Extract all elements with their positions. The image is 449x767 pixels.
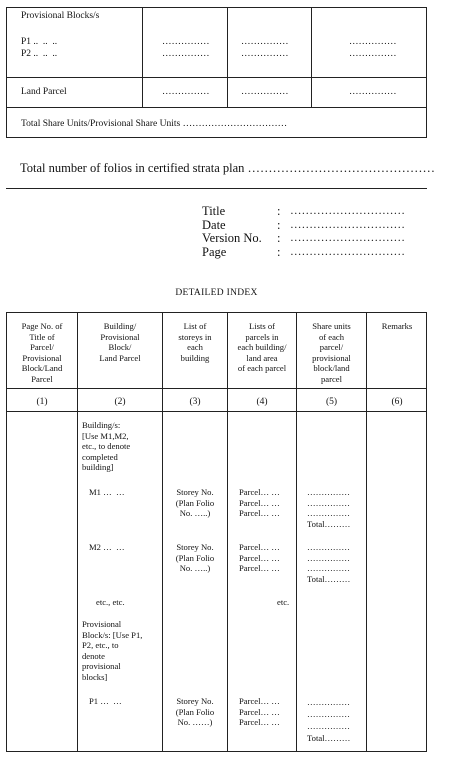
column-number: (3) (189, 397, 201, 407)
etc-parcels: etc. (277, 597, 290, 607)
index-col-divider (162, 312, 163, 752)
meta-page-colon: : (277, 245, 281, 259)
index-row-divider (6, 388, 427, 389)
meta-title-label: Title (202, 204, 226, 218)
parcel-list-m1: Parcel… … Parcel… … Parcel… … (239, 487, 280, 518)
p1-label: P1 .. .. .. (21, 37, 58, 47)
share-list-p1: …………… …………… …………… Total……… (307, 697, 351, 743)
meta-title-colon: : (277, 204, 281, 218)
index-col-divider (77, 312, 78, 752)
column-header-page-no: Page No. of Title of Parcel/ Provisional Block/Land Parcel (21, 321, 63, 384)
detailed-index-title: DETAILED INDEX (175, 288, 258, 298)
parcel-list-m2: Parcel… … Parcel… … Parcel… … (239, 542, 280, 573)
dotted-entry: …………… (162, 37, 210, 47)
total-share-units-line: Total Share Units/Provisional Share Units …………………………… (21, 119, 288, 129)
summary-row-divider (6, 77, 427, 78)
column-header-share-units: Share units of each parcel/ provisional block/land parcel (312, 321, 351, 384)
meta-date-colon: : (277, 218, 281, 232)
storey-list-m2: Storey No. (Plan Folio No. …..) (175, 542, 215, 573)
column-header-storeys: List of storeys in each building (178, 321, 212, 363)
total-folios-line: Total number of folios in certified strata plan ……………………………………… (20, 161, 436, 175)
column-number: (2) (114, 397, 126, 407)
land-parcel-label: Land Parcel (21, 87, 67, 97)
buildings-note: Building/s: [Use M1,M2, etc., to denote completed building] (82, 420, 131, 472)
provisional-blocks-note: Provisional Block/s: [Use P1, P2, etc., to denote provisional blocks] (82, 619, 143, 682)
index-col-divider (227, 312, 228, 752)
column-header-parcels: Lists of parcels in each building/ land area of each parcel (237, 321, 287, 373)
meta-date-label: Date (202, 218, 226, 232)
summary-col-divider (311, 7, 312, 107)
building-m2-label: M2 … … (89, 542, 125, 552)
meta-version-value: ………………………… (290, 232, 405, 244)
column-header-remarks: Remarks (381, 321, 413, 331)
dotted-entry: …………… (241, 87, 289, 97)
share-list-m2: …………… …………… …………… Total……… (307, 542, 351, 584)
section-divider (6, 188, 427, 189)
dotted-entry: …………… (241, 49, 289, 59)
column-number: (5) (325, 397, 338, 407)
provisional-blocks-label: Provisional Blocks/s (21, 11, 100, 21)
storey-list-p1: Storey No. (Plan Folio No. ……) (175, 696, 215, 727)
storey-list-m1: Storey No. (Plan Folio No. …..) (175, 487, 215, 518)
dotted-entry: …………… (349, 49, 397, 59)
dotted-entry: …………… (349, 87, 397, 97)
index-row-divider (6, 411, 427, 412)
dotted-entry: …………… (349, 37, 397, 47)
meta-title-value: ………………………… (290, 205, 405, 217)
meta-version-label: Version No. (202, 231, 262, 245)
column-number: (6) (391, 397, 403, 407)
index-col-divider (366, 312, 367, 752)
summary-row-divider (6, 107, 427, 108)
summary-col-divider (142, 7, 143, 107)
meta-version-colon: : (277, 231, 281, 245)
dotted-entry: …………… (162, 49, 210, 59)
meta-page-value: ………………………… (290, 246, 405, 258)
etc-buildings: etc., etc. (96, 597, 125, 607)
column-number: (1) (36, 397, 48, 407)
column-number: (4) (256, 397, 268, 407)
provisional-p1-label: P1 … … (89, 696, 122, 706)
building-m1-label: M1 … … (89, 487, 125, 497)
p2-label: P2 .. .. .. (21, 49, 58, 59)
summary-col-divider (227, 7, 228, 107)
meta-date-value: ………………………… (290, 219, 405, 231)
parcel-list-p1: Parcel… … Parcel… … Parcel… … (239, 696, 280, 727)
dotted-entry: …………… (241, 37, 289, 47)
share-list-m1: …………… …………… …………… Total……… (307, 487, 351, 529)
column-header-building: Building/ Provisional Block/ Land Parcel (99, 321, 141, 363)
meta-page-label: Page (202, 245, 227, 259)
dotted-entry: …………… (162, 87, 210, 97)
